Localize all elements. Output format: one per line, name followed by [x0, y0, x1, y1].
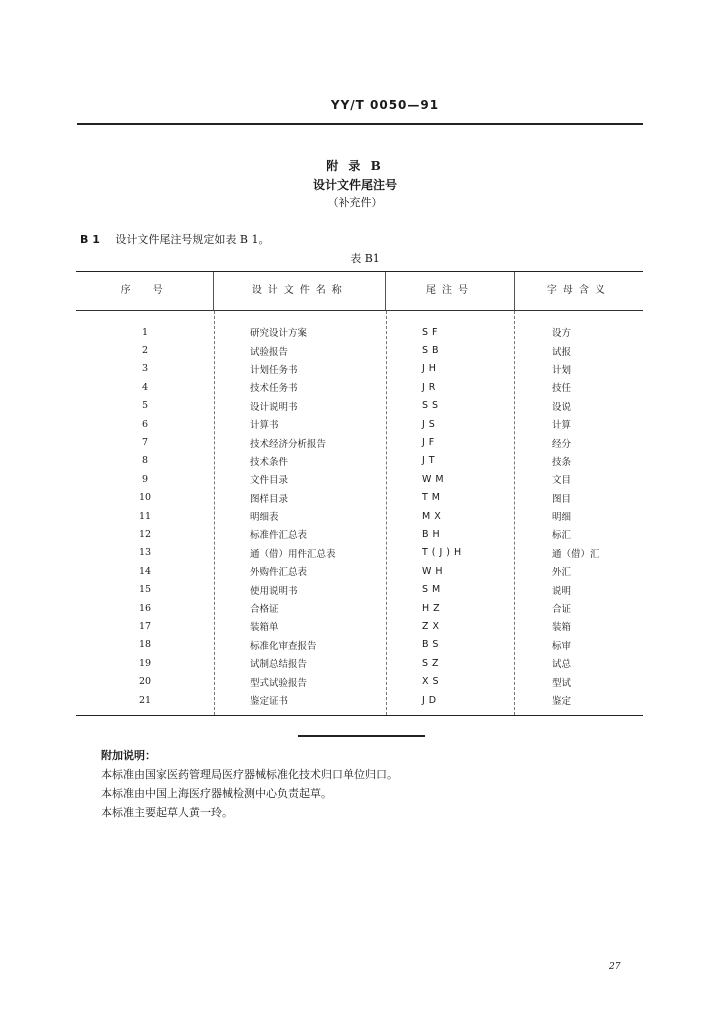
letter-meaning: 通（借）汇: [552, 548, 600, 560]
suffix-code: TM: [422, 492, 444, 504]
document-name: 技术经济分析报告: [250, 438, 327, 450]
document-name: 标准化审查报告: [250, 640, 317, 652]
suffix-code: SZ: [422, 657, 443, 669]
row-number: 6: [141, 418, 149, 430]
document-name: 文件目录: [250, 475, 289, 487]
notes-separator: [298, 735, 425, 737]
row-number: 12: [138, 528, 152, 540]
table-row: [76, 452, 643, 470]
table-row: [76, 415, 643, 433]
row-number: 20: [138, 676, 152, 688]
row-number: 8: [141, 455, 149, 467]
suffix-code: WH: [422, 565, 447, 577]
row-number: 7: [141, 437, 149, 449]
document-name: 试制总结报告: [250, 659, 308, 671]
document-name: 使用说明书: [250, 585, 298, 597]
row-number: 9: [141, 473, 149, 485]
letter-meaning: 设说: [552, 401, 572, 413]
document-name: 设计说明书: [250, 401, 298, 413]
suffix-code: ZX: [422, 620, 444, 632]
suffix-code: SF: [422, 326, 442, 338]
document-name: 计算书: [250, 420, 279, 432]
letter-meaning: 外汇: [552, 567, 572, 579]
row-number: 11: [138, 510, 152, 522]
table-row: [76, 397, 643, 415]
row-number: 14: [138, 565, 152, 577]
table-row: [76, 507, 643, 525]
document-name: 型式试验报告: [250, 677, 308, 689]
table-row: [76, 341, 643, 359]
clause-number: B 1: [80, 233, 100, 246]
appendix-title: 附 录 B: [326, 159, 384, 173]
suffix-code: BS: [422, 639, 443, 651]
appendix-note: （补充件）: [327, 196, 383, 209]
notes-line: 本标准由中国上海医疗器械检测中心负责起草。: [101, 787, 332, 800]
suffix-code: SS: [422, 400, 443, 412]
table-caption: 表 B1: [350, 252, 380, 265]
row-number: 17: [138, 620, 152, 632]
table-row: [76, 617, 643, 635]
document-name: 计划任务书: [250, 364, 298, 376]
document-name: 明细表: [250, 512, 279, 524]
notes-line: 本标准主要起草人黄一玲。: [101, 806, 233, 819]
row-number: 4: [141, 381, 149, 393]
clause-text: 设计文件尾注号规定如表 B 1。: [115, 233, 270, 246]
letter-meaning: 技任: [552, 383, 572, 395]
table-row: [76, 470, 643, 488]
letter-meaning: 合证: [552, 604, 572, 616]
appendix-subtitle: 设计文件尾注号: [312, 178, 397, 192]
letter-meaning: 计划: [552, 364, 572, 376]
suffix-code: JF: [422, 437, 439, 449]
header-no: 序 号: [76, 272, 214, 310]
row-number: 16: [138, 602, 152, 614]
table-row: [76, 360, 643, 378]
notes-title: 附加说明：: [101, 749, 156, 762]
document-name: 图样目录: [250, 493, 289, 505]
suffix-code: SM: [422, 584, 445, 596]
letter-meaning: 经分: [552, 438, 572, 450]
table-row: [76, 636, 643, 654]
suffix-code: SB: [422, 345, 443, 357]
letter-meaning: 标审: [552, 640, 572, 652]
table-row: [76, 489, 643, 507]
letter-meaning: 计算: [552, 420, 572, 432]
notes-line: 本标准由国家医药管理局医疗器械标准化技术归口单位归口。: [101, 768, 398, 781]
suffix-code: JR: [422, 381, 440, 393]
table-row: [76, 562, 643, 580]
table-body: [76, 311, 643, 715]
row-number: 15: [138, 584, 152, 596]
suffix-code: JS: [422, 418, 439, 430]
row-number: 10: [138, 492, 152, 504]
letter-meaning: 试报: [552, 346, 572, 358]
suffix-code: JH: [422, 363, 440, 375]
table-row: [76, 378, 643, 396]
suffix-code: MX: [422, 510, 445, 522]
table-header-row: [76, 272, 643, 311]
document-name: 试验报告: [250, 346, 289, 358]
letter-meaning: 技条: [552, 456, 572, 468]
document-name: 技术条件: [250, 456, 289, 468]
suffix-code-table: [76, 271, 643, 716]
row-number: 3: [141, 363, 149, 375]
document-name: 通（借）用件汇总表: [250, 548, 336, 560]
document-name: 研究设计方案: [250, 328, 308, 340]
row-number: 5: [141, 400, 149, 412]
table-row: [76, 691, 643, 709]
additional-notes: [101, 746, 398, 822]
document-name: 合格证: [250, 604, 279, 616]
row-number: 13: [138, 547, 152, 559]
table-row: [76, 323, 643, 341]
header-rule: [77, 123, 643, 125]
header-meaning: 字母含义: [546, 285, 611, 296]
letter-meaning: 明细: [552, 512, 572, 524]
letter-meaning: 图目: [552, 493, 572, 505]
standard-number-header: YY/T 0050—91: [330, 98, 440, 112]
row-number: 2: [141, 345, 149, 357]
table-row: [76, 580, 643, 598]
table-row: [76, 672, 643, 690]
table-row: [76, 525, 643, 543]
suffix-code: XS: [422, 676, 443, 688]
table-row: [76, 544, 643, 562]
column-divider: [386, 311, 387, 715]
document-name: 鉴定证书: [250, 696, 289, 707]
header-name: 设计文件名称: [214, 272, 386, 310]
row-number: 1: [141, 326, 149, 338]
document-name: 标准件汇总表: [250, 530, 308, 542]
letter-meaning: 说明: [552, 585, 572, 597]
suffix-code: T(J)H: [422, 547, 466, 559]
document-name: 外购件汇总表: [250, 567, 308, 579]
suffix-code: JD: [422, 694, 441, 706]
table-row: [76, 599, 643, 617]
clause-b1: [80, 231, 269, 247]
suffix-code: HZ: [422, 602, 444, 614]
letter-meaning: 标汇: [552, 530, 572, 542]
letter-meaning: 型试: [552, 677, 572, 689]
table-row: [76, 654, 643, 672]
letter-meaning: 试总: [552, 659, 572, 671]
row-number: 19: [138, 657, 152, 669]
letter-meaning: 鉴定: [552, 696, 572, 707]
row-number: 21: [138, 694, 152, 706]
suffix-code: WM: [422, 473, 448, 485]
document-name: 装箱单: [250, 622, 279, 634]
suffix-code: BH: [422, 528, 444, 540]
page-number: 27: [609, 962, 621, 972]
header-code: 尾注号: [386, 272, 514, 310]
document-name: 技术任务书: [250, 383, 298, 395]
suffix-code: JT: [422, 455, 439, 467]
letter-meaning: 文目: [552, 475, 572, 487]
table-row: [76, 433, 643, 451]
letter-meaning: 装箱: [552, 622, 572, 634]
letter-meaning: 设方: [552, 328, 572, 340]
row-number: 18: [138, 639, 152, 651]
